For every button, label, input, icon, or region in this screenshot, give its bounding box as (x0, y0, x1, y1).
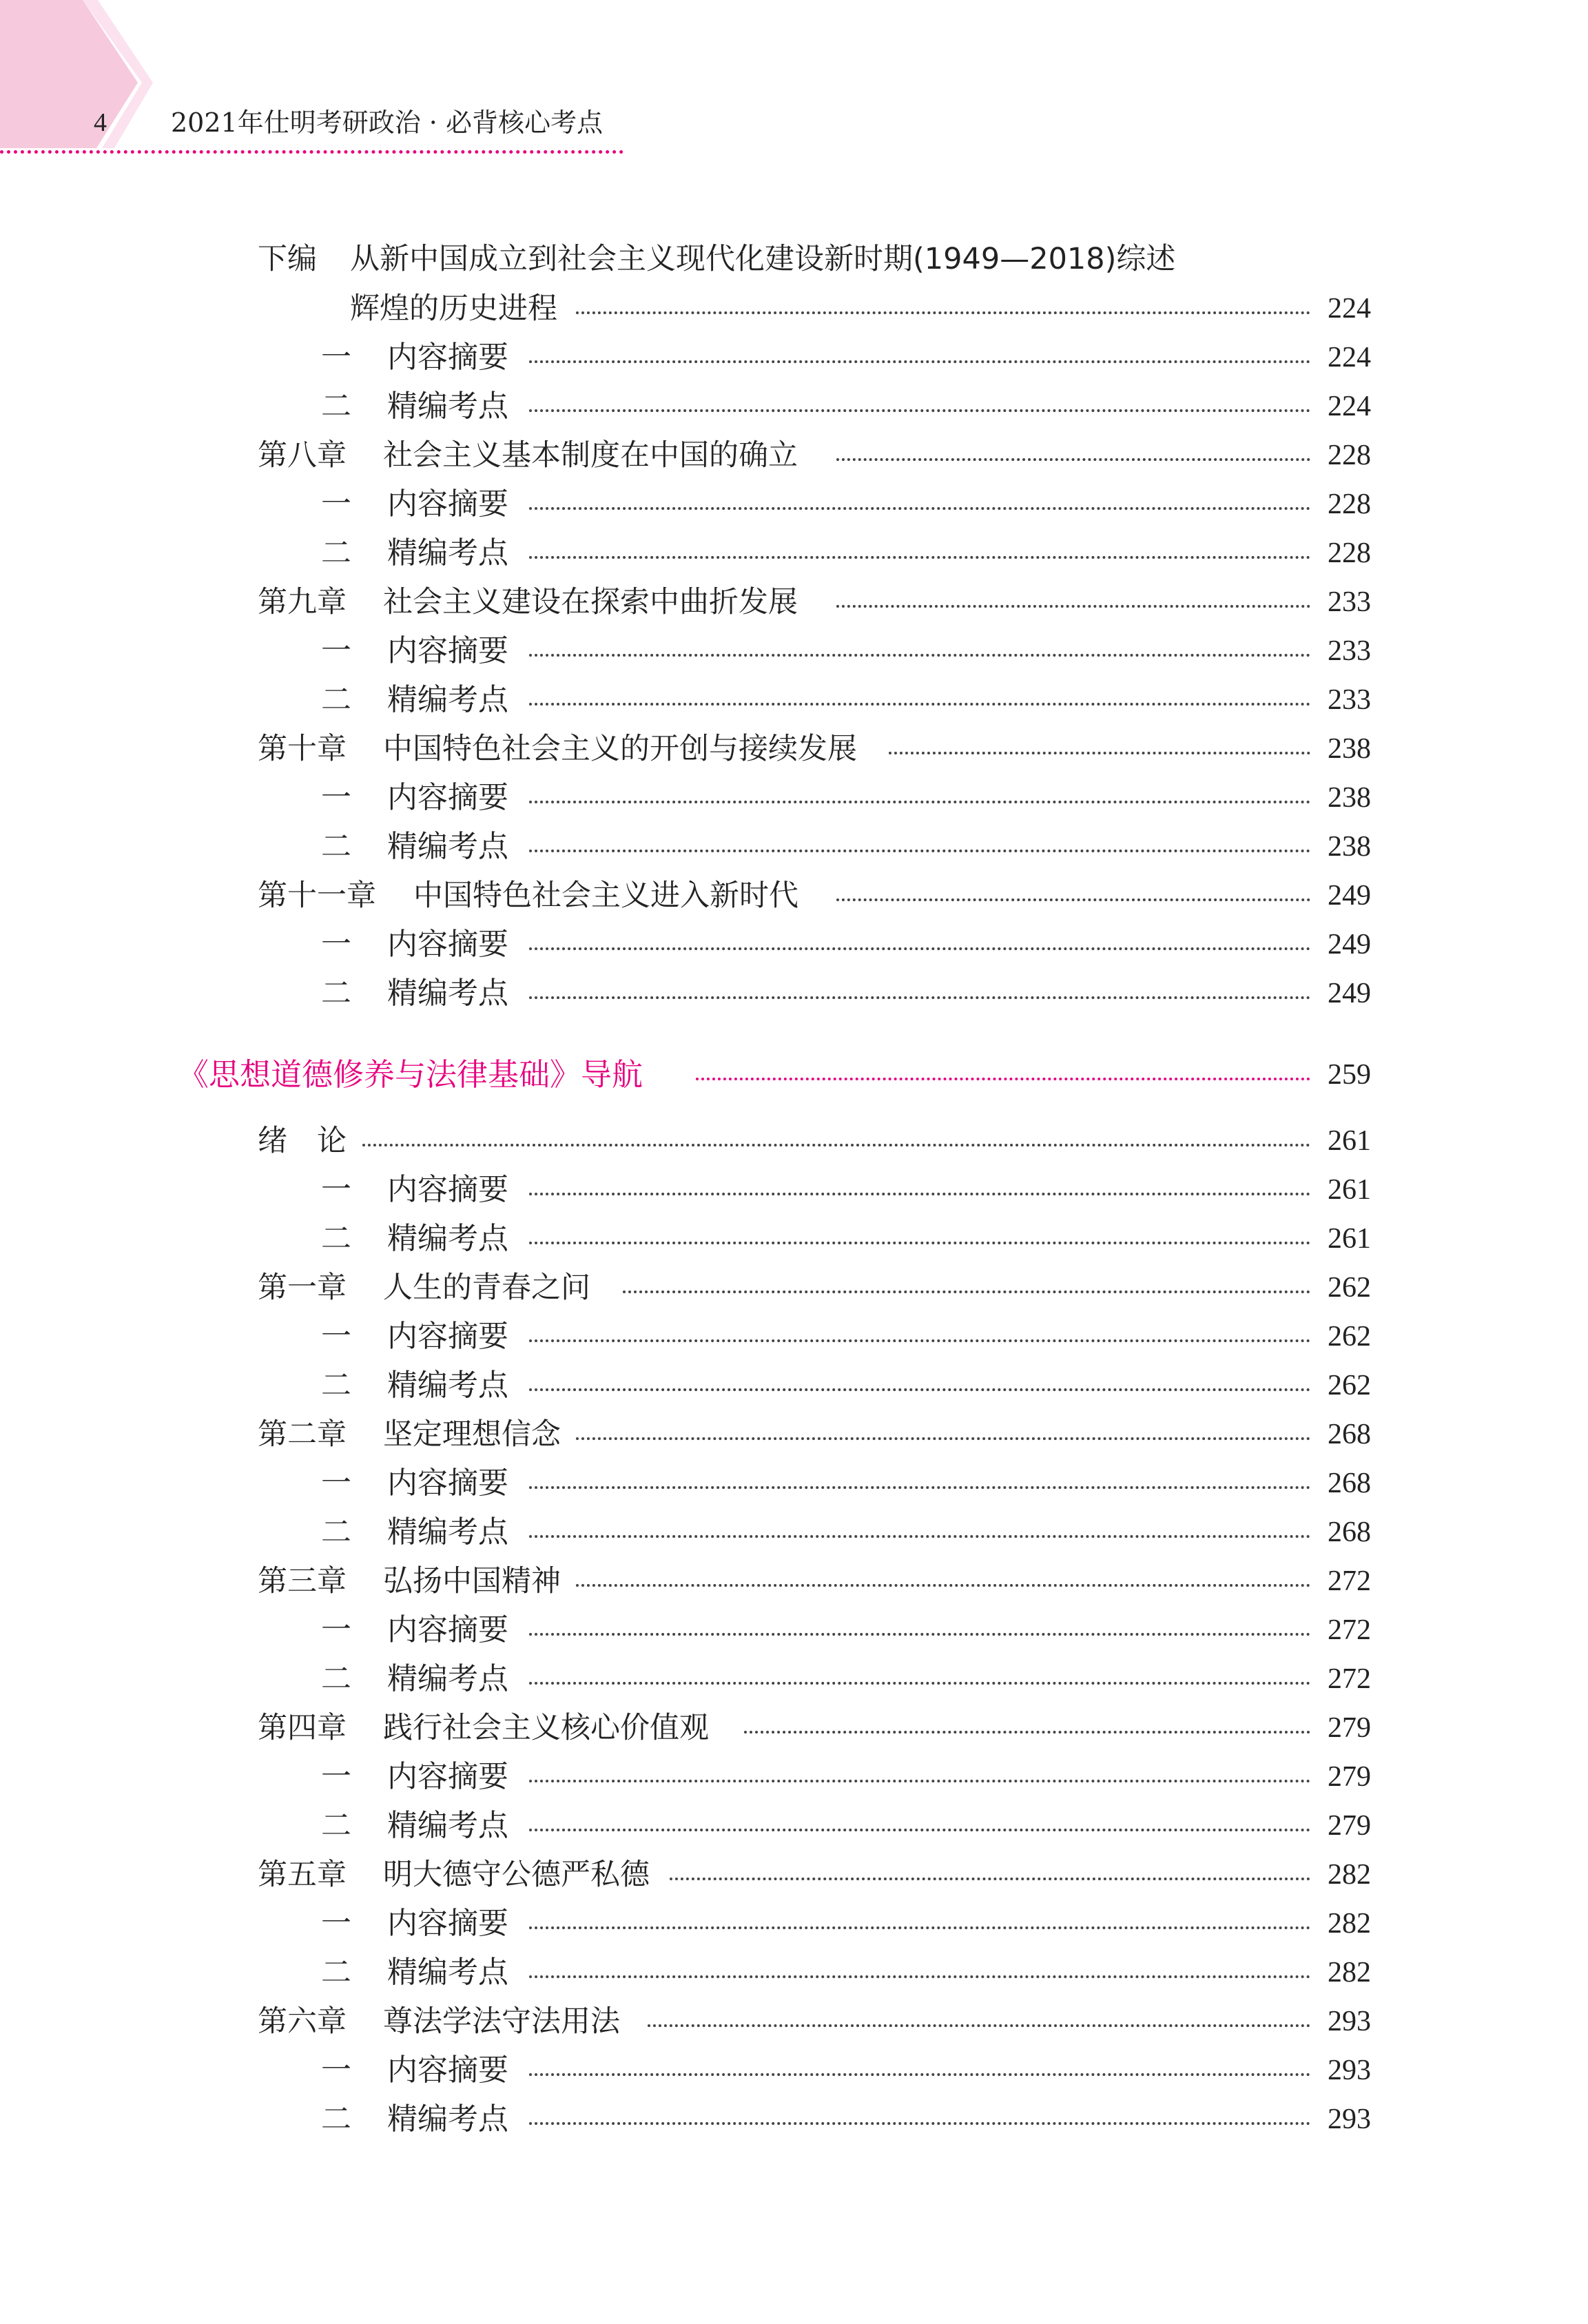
toc-section-row[interactable] (0, 1512, 1588, 1553)
toc-section-num: 一 (321, 486, 351, 522)
toc-section-title: 内容摘要 (387, 633, 508, 668)
toc-page-number: 268 (1328, 1419, 1371, 1450)
toc-section-label (321, 1805, 508, 1847)
toc-leader (529, 1535, 1310, 1538)
toc-section-row[interactable] (0, 973, 1588, 1014)
toc-section-title: 精编考点 (387, 1368, 508, 1403)
toc-section-row[interactable] (0, 1365, 1588, 1406)
toc-section-label (321, 1365, 508, 1406)
toc-chapter-title: 践行社会主义核心价值观 (383, 1711, 709, 1745)
toc-chapter-label: 第十章 (258, 732, 347, 766)
toc-page-number: 233 (1328, 635, 1371, 667)
toc-section-row[interactable] (0, 1316, 1588, 1357)
toc-section-num: 一 (321, 633, 351, 668)
toc-section-row[interactable] (0, 337, 1588, 378)
toc-guide-title: 《思想道德修养与法律基础》导航 (178, 1056, 643, 1093)
toc-leader (529, 1193, 1310, 1195)
toc-section-num: 一 (321, 1612, 351, 1647)
toc-section-row[interactable] (0, 1610, 1588, 1651)
toc-leader (362, 1144, 1310, 1146)
toc-chapter-row[interactable] (0, 2001, 1588, 2042)
toc-page-number: 249 (1328, 880, 1371, 912)
toc-chapter-title: 明大德守公德严私德 (383, 1858, 650, 1892)
toc-section-label (321, 2050, 508, 2091)
toc-section-num: 一 (321, 1906, 351, 1941)
toc-section-label (321, 1316, 508, 1357)
toc-leader (529, 1780, 1310, 1782)
toc-page-number: 261 (1328, 1174, 1371, 1206)
toc-section-title: 精编考点 (387, 1661, 508, 1696)
toc-section-title: 精编考点 (387, 1808, 508, 1843)
toc-section-title: 内容摘要 (387, 927, 508, 962)
toc-chapter-label: 第九章 (258, 585, 347, 619)
toc-page-number: 228 (1328, 440, 1371, 471)
toc-page-number: 259 (1328, 1059, 1371, 1091)
toc-leader (576, 1437, 1310, 1440)
toc-page-number: 262 (1328, 1321, 1371, 1353)
toc-section-label (321, 1218, 508, 1259)
toc-section-label (321, 1756, 508, 1798)
toc-section-title: 精编考点 (387, 829, 508, 864)
toc-section-row[interactable] (0, 484, 1588, 525)
toc-chapter-row[interactable] (0, 1267, 1588, 1308)
toc-section-label (321, 2099, 508, 2140)
toc-leader (889, 752, 1310, 754)
toc-section-num: 一 (321, 1172, 351, 1207)
toc-section-label (321, 973, 508, 1014)
toc-page-number: 261 (1328, 1125, 1371, 1157)
toc-section-row[interactable] (0, 679, 1588, 721)
toc-section-title: 精编考点 (387, 389, 508, 424)
toc-part-heading[interactable] (0, 238, 1588, 280)
toc-chapter-title: 弘扬中国精神 (383, 1564, 561, 1598)
toc-page-number: 272 (1328, 1663, 1371, 1695)
toc-leader (529, 654, 1310, 657)
toc-chapter-label: 绪 论 (258, 1124, 347, 1158)
toc-chapter-label: 第十一章 (258, 878, 376, 913)
toc-section-label (321, 386, 508, 427)
toc-leader (836, 458, 1310, 461)
toc-section-row[interactable] (0, 826, 1588, 867)
toc-section-label (321, 1610, 508, 1651)
toc-page-number: 233 (1328, 586, 1371, 618)
toc-page-number: 228 (1328, 537, 1371, 569)
toc-page-number: 262 (1328, 1272, 1371, 1304)
toc-section-row[interactable] (0, 386, 1588, 427)
toc-chapter-title: 人生的青春之问 (383, 1271, 590, 1305)
toc-section-num: 二 (321, 1368, 351, 1403)
toc-chapter-row[interactable] (0, 875, 1588, 916)
toc-section-row[interactable] (0, 1169, 1588, 1211)
toc-section-row[interactable] (0, 1463, 1588, 1504)
toc-chapter-title: 中国特色社会主义的开创与接续发展 (383, 732, 857, 766)
toc-page-number: 249 (1328, 978, 1371, 1009)
toc-chapter-label: 第二章 (258, 1417, 347, 1452)
toc-section-label (321, 533, 508, 574)
toc-section-title: 内容摘要 (387, 780, 508, 815)
toc-section-row[interactable] (0, 924, 1588, 965)
toc-leader (529, 360, 1310, 363)
toc-page-number: 238 (1328, 733, 1371, 765)
toc-section-title: 内容摘要 (387, 1172, 508, 1207)
toc-section-title: 内容摘要 (387, 1612, 508, 1647)
toc-section-row[interactable] (0, 630, 1588, 672)
toc-section-label (321, 1512, 508, 1553)
toc-leader (529, 1682, 1310, 1685)
toc-page-number: 262 (1328, 1370, 1371, 1401)
toc-section-row[interactable] (0, 1658, 1588, 1700)
toc-leader (576, 1584, 1310, 1587)
toc-chapter-title: 社会主义建设在探索中曲折发展 (383, 585, 798, 619)
toc-leader (529, 556, 1310, 559)
toc-section-row[interactable] (0, 1952, 1588, 1993)
toc-chapter-label: 第四章 (258, 1711, 347, 1745)
toc-section-title: 内容摘要 (387, 1466, 508, 1501)
toc-page-number: 228 (1328, 489, 1371, 520)
toc-page-number: 238 (1328, 831, 1371, 863)
toc-section-num: 二 (321, 829, 351, 864)
toc-page-number: 293 (1328, 2006, 1371, 2037)
toc-leader (529, 801, 1310, 803)
toc-chapter-row[interactable] (0, 728, 1588, 770)
toc-page-number: 224 (1328, 293, 1371, 325)
toc-section-row[interactable] (0, 1903, 1588, 1944)
toc-leader (529, 703, 1310, 706)
toc-part-title-line2: 辉煌的历史进程 (350, 291, 557, 326)
toc-part-label: 下编 (258, 242, 317, 276)
toc-page-number: 268 (1328, 1516, 1371, 1548)
toc-section-label (321, 1952, 508, 1993)
toc-page-number: 233 (1328, 684, 1371, 716)
toc-section-num: 二 (321, 976, 351, 1011)
toc-chapter-title: 坚定理想信念 (383, 1417, 561, 1452)
toc-chapter-row[interactable] (0, 1707, 1588, 1749)
toc-section-title: 内容摘要 (387, 1319, 508, 1354)
toc-section-title: 精编考点 (387, 2101, 508, 2137)
toc-section-title: 精编考点 (387, 535, 508, 570)
toc-leader (529, 2073, 1310, 2076)
toc-section-label (321, 826, 508, 867)
toc-page-number: 293 (1328, 2104, 1371, 2135)
toc-section-num: 一 (321, 1466, 351, 1501)
toc-leader (744, 1731, 1310, 1734)
toc-section-title: 精编考点 (387, 682, 508, 717)
toc-page-number: 272 (1328, 1565, 1371, 1597)
toc-section-title: 内容摘要 (387, 486, 508, 522)
toc-section-title: 精编考点 (387, 976, 508, 1011)
toc-chapter-title: 中国特色社会主义进入新时代 (413, 878, 798, 913)
toc-guide-row[interactable] (0, 1054, 1588, 1096)
toc-page-number: 282 (1328, 1859, 1371, 1891)
toc-leader (529, 1829, 1310, 1831)
toc-section-title: 精编考点 (387, 1514, 508, 1550)
toc-section-num: 二 (321, 682, 351, 717)
toc-section-label (321, 1169, 508, 1211)
toc-page-number: 279 (1328, 1712, 1371, 1744)
toc-section-title: 精编考点 (387, 1221, 508, 1256)
toc-section-label (321, 679, 508, 721)
toc-leader (623, 1290, 1310, 1293)
toc-leader (529, 996, 1310, 999)
toc-section-title: 内容摘要 (387, 1759, 508, 1794)
toc-chapter-row[interactable] (0, 435, 1588, 476)
toc-page-number: 282 (1328, 1908, 1371, 1940)
toc-chapter-label: 第五章 (258, 1858, 347, 1892)
toc-chapter-label: 第六章 (258, 2004, 347, 2039)
toc-section-num: 二 (321, 1955, 351, 1990)
toc-section-num: 一 (321, 340, 351, 375)
toc-leader (529, 1926, 1310, 1929)
toc-section-row[interactable] (0, 1756, 1588, 1798)
toc-leader (648, 2024, 1310, 2027)
toc-section-row[interactable] (0, 1805, 1588, 1847)
toc-page-number: 282 (1328, 1957, 1371, 1988)
toc-section-num: 二 (321, 535, 351, 570)
toc-part-title-line1: 从新中国成立到社会主义现代化建设新时期(1949—2018)综述 (350, 242, 1176, 276)
toc-section-num: 二 (321, 2101, 351, 2137)
toc-section-num: 二 (321, 1808, 351, 1843)
toc-section-label (321, 1903, 508, 1944)
toc-chapter-row[interactable] (0, 1854, 1588, 1895)
toc-leader (836, 898, 1310, 901)
toc-page-number: 261 (1328, 1223, 1371, 1255)
toc-section-title: 内容摘要 (387, 2053, 508, 2088)
toc-section-label (321, 1463, 508, 1504)
toc-section-label (321, 337, 508, 378)
toc-chapter-row[interactable] (0, 1120, 1588, 1162)
toc-chapter-row[interactable] (0, 1414, 1588, 1455)
toc-leader (529, 409, 1310, 412)
toc-section-row[interactable] (0, 2099, 1588, 2140)
toc-section-row[interactable] (0, 1218, 1588, 1259)
toc-page-number: 249 (1328, 929, 1371, 960)
toc-page-number: 279 (1328, 1761, 1371, 1793)
toc-section-title: 内容摘要 (387, 340, 508, 375)
toc-section-row[interactable] (0, 533, 1588, 574)
toc-leader (529, 1633, 1310, 1636)
toc-chapter-label: 第一章 (258, 1271, 347, 1305)
toc-leader (529, 947, 1310, 950)
toc-leader (529, 1388, 1310, 1391)
toc-section-num: 一 (321, 780, 351, 815)
toc-section-num: 二 (321, 1514, 351, 1550)
toc-chapter-label: 第三章 (258, 1564, 347, 1598)
toc-section-label (321, 777, 508, 819)
toc-chapter-row[interactable] (0, 582, 1588, 623)
toc-leader (529, 507, 1310, 510)
toc-leader (576, 311, 1310, 314)
toc-leader (529, 1975, 1310, 1978)
toc-leader (696, 1078, 1310, 1080)
toc-section-num: 二 (321, 1661, 351, 1696)
toc-section-num: 一 (321, 927, 351, 962)
toc-section-num: 二 (321, 389, 351, 424)
toc-chapter-row[interactable] (0, 1561, 1588, 1602)
toc-section-row[interactable] (0, 2050, 1588, 2091)
toc-leader (529, 1242, 1310, 1244)
toc-chapter-title: 尊法学法守法用法 (383, 2004, 620, 2039)
toc-section-label (321, 924, 508, 965)
toc-page-number: 238 (1328, 782, 1371, 814)
toc-section-num: 一 (321, 2053, 351, 2088)
toc-page-number: 272 (1328, 1614, 1371, 1646)
toc-section-label (321, 484, 508, 525)
toc-leader (670, 1878, 1310, 1880)
toc-section-title: 内容摘要 (387, 1906, 508, 1941)
toc-leader (529, 1486, 1310, 1489)
toc-leader (529, 2122, 1310, 2125)
toc-section-num: 一 (321, 1759, 351, 1794)
toc-section-num: 二 (321, 1221, 351, 1256)
toc-section-title: 精编考点 (387, 1955, 508, 1990)
toc-part-heading-cont[interactable] (0, 288, 1588, 329)
page-number: 4 (94, 108, 107, 137)
toc-chapter-label: 第八章 (258, 438, 347, 473)
running-title: 2021年仕明考研政治 · 必背核心考点 (171, 107, 603, 138)
toc-page-number: 224 (1328, 391, 1371, 422)
toc-chapter-title: 社会主义基本制度在中国的确立 (383, 438, 798, 473)
toc-section-row[interactable] (0, 777, 1588, 819)
toc-page-number: 293 (1328, 2055, 1371, 2086)
toc-leader (529, 1339, 1310, 1342)
toc-leader (529, 850, 1310, 852)
toc-page-number: 279 (1328, 1810, 1371, 1842)
toc-section-label (321, 1658, 508, 1700)
toc-leader (836, 605, 1310, 608)
toc-page-number: 268 (1328, 1468, 1371, 1499)
toc-section-num: 一 (321, 1319, 351, 1354)
toc-page-number: 224 (1328, 342, 1371, 373)
toc-section-label (321, 630, 508, 672)
